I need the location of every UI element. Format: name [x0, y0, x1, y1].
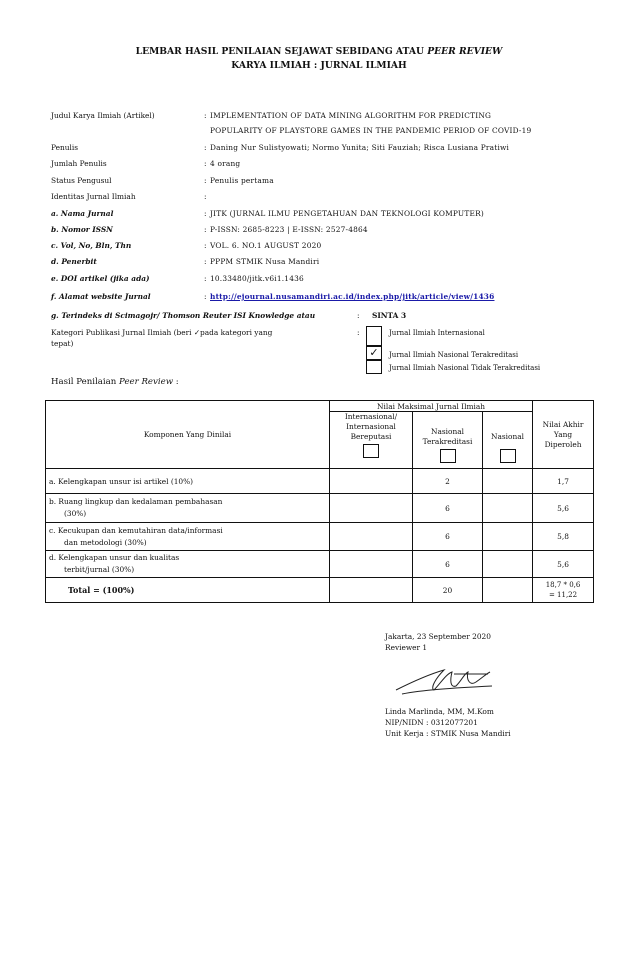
komponen-label: a. Kelengkapan unsur isi artikel (10%) — [49, 476, 194, 486]
terindeks-value: SINTA 3 — [372, 311, 407, 320]
col-internasional-header — [330, 412, 413, 469]
nasional-terakreditasi-cell: 2 — [413, 469, 483, 494]
col-internasional-checkbox[interactable] — [363, 444, 379, 458]
col-nasional-label: Nasional — [491, 432, 525, 441]
komponen-label-cont: dan metodologi (30%) — [64, 537, 147, 547]
colon: : — [204, 292, 207, 301]
colon: : — [204, 257, 207, 266]
vol-label: c. Vol, No, Bln, Thn — [51, 241, 132, 250]
reviewer-label: Reviewer 1 — [385, 643, 428, 652]
colon: : — [204, 209, 207, 218]
colon: : — [204, 225, 207, 234]
issn-value: P-ISSN: 2685-8223 | E-ISSN: 2527-4864 — [210, 225, 368, 234]
kategori-option-internasional: Jurnal Ilmiah Internasional — [389, 329, 485, 337]
kategori-checkbox-nasional-tidak-terakreditasi[interactable] — [366, 360, 382, 374]
table-row — [46, 551, 594, 578]
komponen-cell — [46, 469, 330, 494]
colon: : — [204, 143, 207, 152]
internasional-cell — [330, 494, 413, 523]
nilai-akhir-cell: 5,6 — [533, 494, 594, 523]
komponen-label: c. Kecukupan dan kemutahiran data/informasi — [49, 525, 223, 535]
komponen-cell — [46, 494, 330, 523]
hasil-italic: Peer Review — [119, 377, 174, 387]
alamat-label: f. Alamat website Jurnal — [51, 292, 151, 301]
hasil-prefix: Hasil Penilaian — [51, 377, 120, 387]
penulis-value: Daning Nur Sulistyowati; Normo Yunita; Siti Fauziah; Risca Lusiana Pratiwi — [210, 143, 510, 152]
colon: : — [204, 159, 207, 168]
vol-value: VOL. 6. NO.1 AUGUST 2020 — [210, 241, 322, 250]
nilai-akhir-cell: 5,6 — [533, 551, 594, 578]
total-label: Total = (100%) — [46, 578, 330, 603]
komponen-label: b. Ruang lingkup dan kedalaman pembahasan — [49, 497, 223, 506]
colon: : — [204, 111, 207, 120]
colon: : — [204, 192, 207, 201]
issn-label: b. Nomor ISSN — [51, 225, 113, 234]
nilai-max-header: Nilai Maksimal Jurnal Ilmiah — [330, 401, 533, 412]
colon: : — [357, 328, 360, 337]
status-label: Status Pengusul — [51, 176, 112, 185]
judul-label: Judul Karya Ilmiah (Artikel) — [51, 111, 155, 120]
col-internasional-label: Internasional/ Internasional Bereputasi — [344, 412, 398, 441]
kategori-label-line2: tepat) — [51, 339, 74, 348]
nasional-cell — [483, 551, 533, 578]
table-row — [46, 469, 594, 494]
col-nasional-terakreditasi-label: Nasional Terakreditasi — [422, 427, 473, 446]
komponen-label-cont: (30%) — [64, 509, 87, 518]
page-subtitle: KARYA ILMIAH : JURNAL ILMIAH — [231, 60, 407, 71]
colon: : — [204, 176, 207, 185]
penerbit-value: PPPM STMIK Nusa Mandiri — [210, 257, 320, 266]
col-nasional-terakreditasi-header — [413, 412, 483, 469]
colon: : — [204, 241, 207, 250]
nilai-akhir-cell: 1,7 — [533, 469, 594, 494]
nasional-cell — [483, 494, 533, 523]
identitas-label: Identitas Jurnal Ilmiah — [51, 192, 136, 201]
doi-value: 10.33480/jitk.v6i1.1436 — [210, 274, 304, 283]
internasional-cell — [330, 551, 413, 578]
komponen-label-cont: terbit/jurnal (30%) — [64, 565, 135, 574]
colon: : — [204, 274, 207, 283]
total-nasional-terakreditasi-cell: 20 — [413, 578, 483, 603]
colon: : — [357, 311, 360, 320]
nilai-akhir-cell: 5,8 — [533, 523, 594, 551]
nasional-terakreditasi-cell: 6 — [413, 494, 483, 523]
nasional-cell — [483, 469, 533, 494]
signature-image — [392, 660, 500, 702]
place-date: Jakarta, 23 September 2020 — [385, 632, 491, 641]
komponen-cell — [46, 551, 330, 578]
reviewer-nip: NIP/NIDN : 0312077201 — [385, 718, 478, 727]
kategori-checkbox-nasional-terakreditasi[interactable] — [366, 346, 382, 360]
col-nasional-terakreditasi-checkbox[interactable] — [440, 449, 456, 463]
judul-line2: POPULARITY OF PLAYSTORE GAMES IN THE PANDEMIC PERIOD OF COVID-19 — [210, 126, 532, 135]
internasional-cell — [330, 469, 413, 494]
kategori-checkbox-internasional[interactable] — [366, 326, 382, 346]
kategori-label-line1: Kategori Publikasi Jurnal Ilmiah (beri ✓pada kategori yang — [51, 328, 273, 337]
total-internasional-cell — [330, 578, 413, 603]
judul-line1: IMPLEMENTATION OF DATA MINING ALGORITHM FOR PREDICTING — [210, 111, 492, 120]
title-line1: LEMBAR HASIL PENILAIAN SEJAWAT SEBIDANG ATAU — [135, 46, 428, 57]
page-title — [0, 46, 638, 57]
penilaian-table — [45, 400, 594, 603]
komponen-label: d. Kelengkapan unsur dan kualitas — [49, 553, 180, 562]
penerbit-label: d. Penerbit — [51, 257, 97, 266]
hasil-suffix: : — [173, 377, 179, 387]
reviewer-name: Linda Marlinda, MM, M.Kom — [385, 707, 494, 716]
nasional-terakreditasi-cell: 6 — [413, 551, 483, 578]
total-row — [46, 578, 594, 603]
jumlah-value: 4 orang — [210, 159, 241, 168]
total-akhir-cell — [533, 578, 594, 603]
col-nasional-header — [483, 412, 533, 469]
journal-website-link[interactable]: http://ejournal.nusamandiri.ac.id/index.php/jitk/article/view/1436 — [210, 292, 495, 301]
check-mark-icon: ✓ — [369, 346, 379, 359]
kategori-option-nasional-tidak-terakreditasi: Jurnal Ilmiah Nasional Tidak Terakreditasi — [389, 364, 541, 372]
col-nasional-checkbox[interactable] — [500, 449, 516, 463]
total-nasional-cell — [483, 578, 533, 603]
nasional-terakreditasi-cell: 6 — [413, 523, 483, 551]
nama-jurnal-label: a. Nama Jurnal — [51, 209, 114, 218]
kategori-option-nasional-terakreditasi: Jurnal Ilmiah Nasional Terakreditasi — [389, 351, 519, 359]
nasional-cell — [483, 523, 533, 551]
jumlah-label: Jumlah Penulis — [51, 159, 107, 168]
total-akhir-line2: = 11,22 — [548, 591, 578, 599]
komponen-cell — [46, 523, 330, 551]
komponen-header: Komponen Yang Dinilai — [46, 401, 330, 469]
reviewer-unit: Unit Kerja : STMIK Nusa Mandiri — [385, 729, 511, 738]
status-value: Penulis pertama — [210, 176, 274, 185]
nilai-akhir-header: Nilai Akhir Yang Diperoleh — [533, 401, 594, 469]
title-line1-italic: PEER REVIEW — [427, 46, 503, 57]
table-row — [46, 494, 594, 523]
terindeks-label: g. Terindeks di Scimagojr/ Thomson Reuter ISI Knowledge atau — [51, 311, 316, 320]
doi-label: e. DOI artikel (jika ada) — [51, 274, 150, 283]
internasional-cell — [330, 523, 413, 551]
table-row — [46, 523, 594, 551]
penulis-label: Penulis — [51, 143, 79, 152]
total-akhir-line1: 18,7 * 0,6 — [545, 581, 581, 589]
hasil-heading — [51, 377, 179, 387]
nama-jurnal-value: JITK (JURNAL ILMU PENGETAHUAN DAN TEKNOLOGI KOMPUTER) — [210, 209, 484, 218]
